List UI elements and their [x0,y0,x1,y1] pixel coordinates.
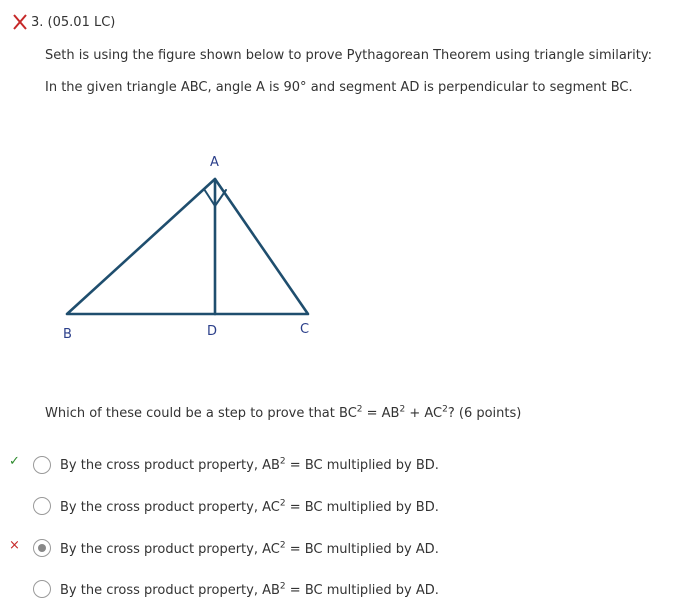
question-header [31,15,115,30]
label-d: D [207,324,218,339]
question-code: (05.01 LC) [47,15,116,30]
radio-option-2[interactable] [33,497,51,515]
option-text: = BC multiplied by BD. [285,458,439,473]
prompt-sup: 2 [442,404,448,415]
correct-check-icon: ✓ [9,454,20,469]
triangle-abc [67,179,308,314]
option-label [60,542,439,557]
prompt-part: ? (6 points) [447,406,522,421]
prompt-part: = AB [362,406,400,421]
incorrect-x-small-icon: × [9,538,20,553]
question-prompt [45,406,521,421]
radio-option-4[interactable] [33,580,51,598]
option-text: By the cross product property, AB [60,458,280,473]
option-sup: 2 [279,581,286,592]
option-text: = BC multiplied by BD. [285,500,439,515]
option-text: = BC multiplied by AD. [285,583,439,598]
option-sup: 2 [279,498,286,509]
prompt-part: + AC [405,406,443,421]
option-label [60,583,439,598]
option-text: = BC multiplied by AD. [285,542,439,557]
question-number: 3. [31,15,44,30]
label-b: B [63,327,72,342]
incorrect-x-icon [12,13,28,31]
label-a: A [210,155,219,170]
option-sup: 2 [279,456,286,467]
prompt-sup: 2 [399,404,406,415]
radio-option-1[interactable] [33,456,51,474]
prompt-part: Which of these could be a step to prove that BC [45,406,357,421]
prompt-sup: 2 [356,404,363,415]
option-text: By the cross product property, AC [60,500,280,515]
question-text-line1: Seth is using the figure shown below to prove Pythagorean Theorem using triangle similarity: [45,48,652,63]
question-text-line2: In the given triangle ABC, angle A is 90° and segment AD is perpendicular to segment BC. [45,80,633,95]
option-label [60,500,439,515]
option-label [60,458,439,473]
option-sup: 2 [279,540,286,551]
label-c: C [300,322,310,337]
option-text: By the cross product property, AC [60,542,280,557]
radio-option-3[interactable] [33,539,51,557]
triangle-figure [55,148,345,348]
option-text: By the cross product property, AB [60,583,280,598]
